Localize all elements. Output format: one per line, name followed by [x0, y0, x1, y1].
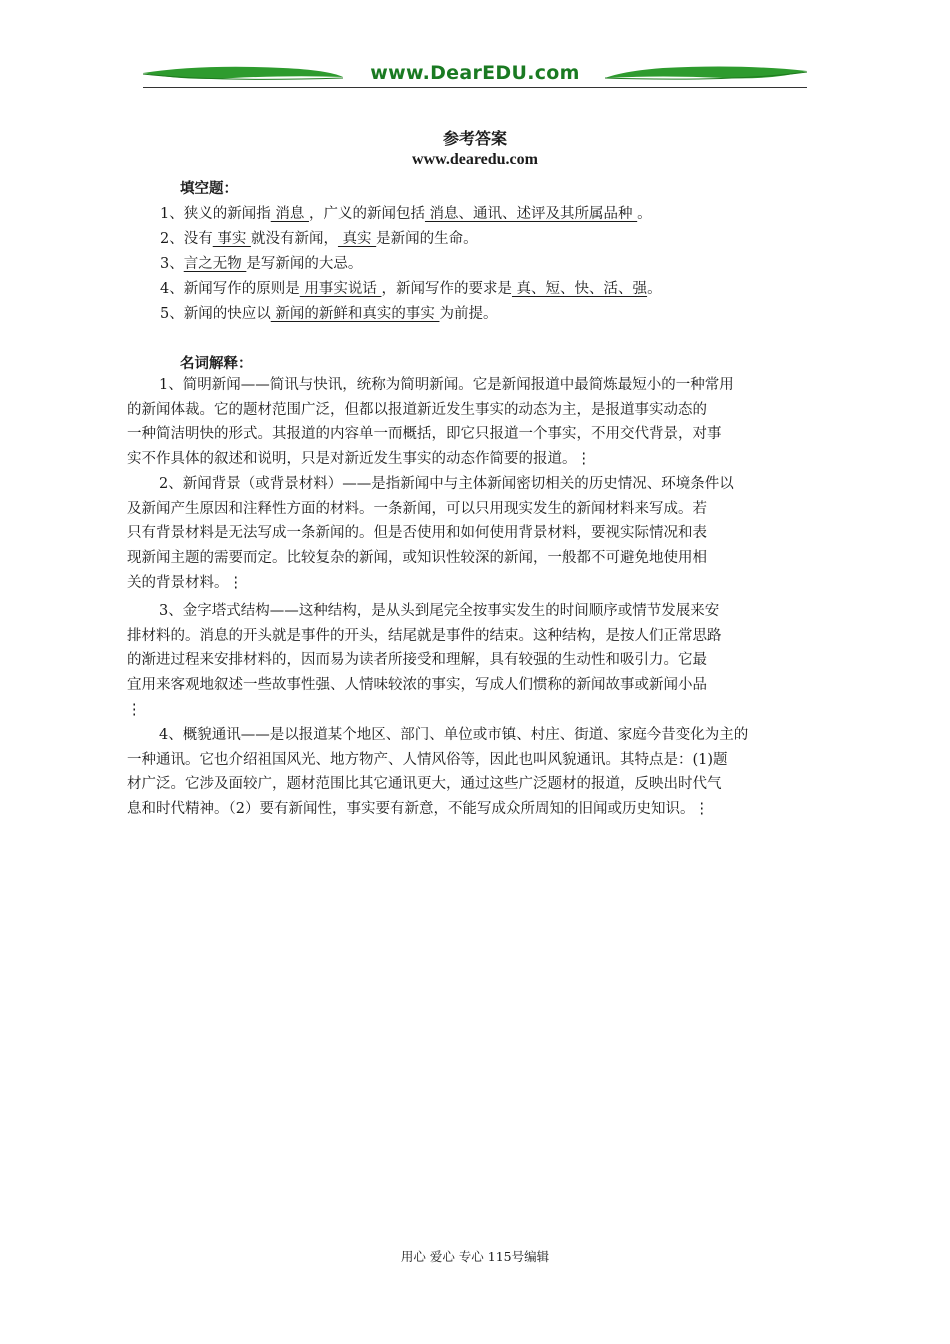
- definition-paragraph: [127, 373, 807, 472]
- site-logo: www.DearEDU.com: [370, 62, 580, 84]
- paragraph-line: 的新闻体裁。它的题材范围广泛，但都以报道新近发生事实的动态为主，是报道事实动态的: [127, 401, 707, 418]
- answer-blank: 消息、通讯、述评及其所属品种: [424, 206, 638, 222]
- page-title: 参考答案: [442, 129, 507, 148]
- fill-blank-item: [160, 277, 662, 298]
- paragraph-line: 及新闻产生原因和注释性方面的材料。一条新闻，可以只用现实发生的新闻材料来写成。若: [127, 500, 707, 517]
- answer-blank: 用事实说话: [299, 281, 382, 297]
- text-run: 4、新闻写作的原则是: [160, 281, 300, 297]
- definition-paragraph: [127, 723, 807, 822]
- fill-blank-item: [160, 202, 652, 223]
- text-run: 。: [637, 206, 652, 222]
- text-run: 。: [647, 281, 662, 297]
- paragraph-line: ⋮: [127, 701, 142, 718]
- paragraph-line: 现新闻主题的需要而定。比较复杂的新闻，或知识性较深的新闻，一般都不可避免地使用相: [127, 550, 707, 567]
- paragraph-line: 排材料的。消息的开头就是事件的开头，结尾就是事件的结束。这种结构，是按人们正常思路: [127, 627, 722, 644]
- paragraph-line: 宜用来客观地叙述一些故事性强、人情味较浓的事实，写成人们惯称的新闻故事或新闻小品: [127, 677, 707, 694]
- paragraph-line: 1、简明新闻——简讯与快讯，统称为简明新闻。它是新闻报道中最简炼最短小的一种常用: [159, 377, 734, 393]
- definitions-heading: 名词解释：: [180, 355, 253, 372]
- answer-blank: 真、短、快、活、强: [511, 281, 648, 297]
- text-run: 就没有新闻，: [250, 231, 338, 247]
- header-rule: [143, 87, 807, 88]
- fill-blank-item: [160, 302, 497, 323]
- text-run: 5、新闻的快应以: [160, 306, 271, 322]
- text-run: 2、没有: [160, 231, 213, 247]
- paragraph-line: 材广泛。它涉及面较广，题材范围比其它通讯更大，通过这些广泛题材的报道，反映出时代气: [127, 776, 722, 793]
- paragraph-line: 只有背景材料是无法写成一条新闻的。但是否使用和如何使用背景材料，要视实际情况和表: [127, 525, 707, 542]
- text-run: ，广义的新闻包括: [308, 206, 425, 222]
- text-run: 3、: [160, 256, 184, 272]
- answer-blank: 消息: [270, 206, 309, 222]
- text-run: 为前提。: [439, 306, 498, 322]
- page-footer: 用心 爱心 专心 115号编辑: [400, 1249, 550, 1264]
- paragraph-line: 的渐进过程来安排材料的，因而易为读者所接受和理解，具有较强的生动性和吸引力。它最: [127, 652, 707, 669]
- page-subtitle: www.dearedu.com: [412, 151, 538, 168]
- paragraph-line: 一种简洁明快的形式。其报道的内容单一而概括，即它只报道一个事实，不用交代背景，对事: [127, 426, 722, 443]
- text-run: ，新闻写作的要求是: [381, 281, 512, 297]
- text-run: 1、狭义的新闻指: [160, 206, 271, 222]
- paragraph-line: 实不作具体的叙述和说明，只是对新近发生事实的动态作简要的报道。⋮: [127, 451, 591, 468]
- paragraph-line: 一种通讯。它也介绍祖国风光、地方物产、人情风俗等，因此也叫风貌通讯。其特点是：(1)题: [127, 751, 728, 768]
- text-run: 是写新闻的大忌。: [246, 256, 363, 272]
- fill-blank-item: [160, 227, 478, 248]
- answer-blank: 言之无物: [183, 256, 247, 272]
- definition-paragraph: [127, 472, 807, 596]
- answer-blank: 真实: [337, 231, 377, 247]
- fill-blank-heading: 填空题：: [180, 180, 238, 197]
- paragraph-line: 3、金字塔式结构——这种结构，是从头到尾完全按事实发生的时间顺序或情节发展来安: [159, 603, 720, 619]
- paragraph-line: 关的背景材料。⋮: [127, 574, 243, 591]
- paragraph-line: 息和时代精神。（2）要有新闻性，事实要有新意，不能写成众所周知的旧闻或历史知识。⋮: [127, 801, 709, 818]
- paragraph-line: 4、概貌通讯——是以报道某个地区、部门、单位或市镇、村庄、街道、家庭今昔变化为主的: [159, 727, 749, 743]
- text-run: 是新闻的生命。: [376, 231, 478, 247]
- answer-blank: 事实: [212, 231, 251, 247]
- definition-paragraph: [127, 599, 807, 723]
- answer-blank: 新闻的新鲜和真实的事实: [270, 306, 440, 322]
- page-header: [143, 60, 807, 92]
- fill-blank-item: [160, 252, 362, 273]
- paragraph-line: 2、新闻背景（或背景材料）——是指新闻中与主体新闻密切相关的历史情况、环境条件以: [159, 476, 734, 492]
